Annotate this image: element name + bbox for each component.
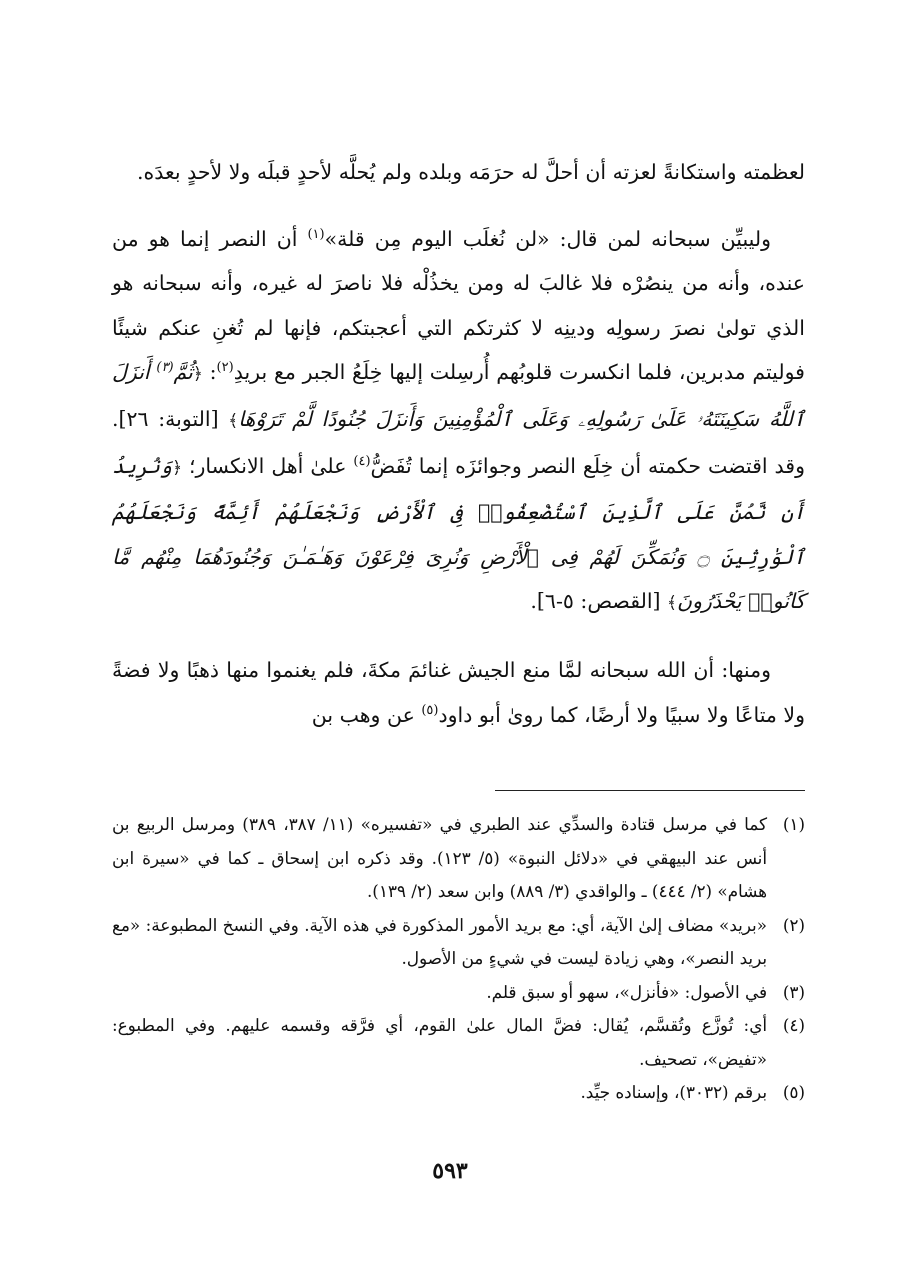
- quran-verse-tawbah-a: ثُمَّ: [173, 360, 193, 385]
- footnote-ref-1[interactable]: (١): [307, 226, 325, 242]
- quran-verse-tawbah-b: أَنزَلَ ٱللَّهُ سَكِينَتَهُۥ عَلَىٰ رَسُولِهِۦ وَعَلَى ٱلْمُؤْمِنِينَ وَأَنزَلَ جُنُودًا لَّمْ تَرَوْهَا: [112, 360, 805, 431]
- footnote-3: [112, 976, 805, 1010]
- page-number: ٥٩٣: [432, 1158, 468, 1184]
- main-text: [112, 150, 805, 737]
- footnote-4: [112, 1009, 805, 1076]
- footnote-text: كما في مرسل قتادة والسدِّي عند الطبري في «تفسيره» (١١/ ٣٨٧، ٣٨٩) ومرسل الربيع بن أنس عند البيهقي في «دلائل النبوة» (٥/ ١٢٣). وقد ذكره ابن إسحاق ـ كما في «سيرة ابن هشام» (٢/ ٤٤٤) ـ والواقدي (٣/ ٨٨٩) وابن سعد (٢/ ١٣٩).: [112, 814, 767, 901]
- footnote-5: [112, 1076, 805, 1110]
- footnote-ref-4[interactable]: (٤): [353, 453, 371, 469]
- quran-bracket-close-2: ﴾: [667, 593, 678, 614]
- footnote-number: (٥): [782, 1082, 805, 1102]
- footnote-separator: [495, 790, 805, 791]
- paragraph-3: [112, 648, 805, 737]
- paragraph-1: [112, 150, 805, 195]
- footnote-1: [112, 808, 805, 909]
- paragraph-1-text: لعظمته واستكانةً لعزته أن أحلَّ له حرَمَه وبلده ولم يُحلَّه لأحدٍ قبلَه ولا لأحدٍ بعدَه.: [136, 160, 805, 184]
- verse-reference-qasas: [القصص: ٥-٦].: [530, 589, 668, 614]
- quran-bracket-open: ﴿: [192, 364, 203, 385]
- footnote-number: (٢): [782, 914, 805, 935]
- paragraph-2-text-e: علىٰ أهل الانكسار؛: [182, 453, 354, 478]
- paragraph-2-colon: :: [202, 360, 217, 385]
- paragraph-3-text-b: عن وهب بن: [311, 702, 422, 727]
- footnote-2: [112, 909, 805, 976]
- footnote-number: (٣): [782, 981, 805, 1002]
- footnote-number: (١): [782, 814, 805, 834]
- footnotes: [112, 808, 805, 1110]
- quran-verse-qasas: وَنُرِيدُ أَن نَّمُنَّ عَلَى ٱلَّذِينَ ٱسْتُضْعِفُوا۟ فِى ٱلْأَرْضِ وَنَجْعَلَهُمْ أَئِمَّةً وَنَجْعَلَهُمُ ٱلْوَٰرِثِينَ ۝ وَنُمَكِّنَ لَهُمْ فِى ٱلْأَرْضِ وَنُرِىَ فِرْعَوْنَ وَهَـٰمَـٰنَ وَجُنُودَهُمَا مِنْهُم مَّا كَانُوا۟ يَحْذَرُونَ: [112, 453, 805, 614]
- paragraph-2-text-a: وليبيِّن سبحانه لمن قال: «لن نُغلَب اليوم مِن قلة»: [324, 226, 771, 251]
- footnote-number: (٤): [782, 1015, 805, 1035]
- paragraph-3-text-a: ومنها: أن الله سبحانه لمَّا منع الجيش غنائمَ مكةَ، فلم يغنموا منها ذهبًا ولا فضةً ولا متاعًا ولا سبيًا ولا أرضًا، كما روىٰ أبو داود: [112, 657, 805, 727]
- footnote-text: في الأصول: «فأنزل»، سهو أو سبق قلم.: [486, 981, 767, 1002]
- quran-bracket-open-2: ﴿: [172, 457, 183, 478]
- paragraph-2-text-b: أن النصر إنما هو من عنده، وأنه من ينصُرْه فلا غالبَ له ومن يخذُلْه فلا ناصرَ له غيره، وأنه سبحانه هو الذي تولىٰ نصرَ رسولِه ودينِه لا كثرتكم التي أعجبتكم، فإنها لم تُغنِ عنكم شيئًا فوليتم مدبرين، فلما انكسرت قلوبُهم أُرسِلت إليها خِلَعُ الجبر مع بريدِ: [112, 226, 805, 385]
- footnote-text: برقم (٣٠٣٢)، وإسناده جيِّد.: [580, 1082, 767, 1102]
- footnote-text: «بريد» مضاف إلىٰ الآية، أي: مع بريد الأمور المذكورة في هذه الآية. وفي النسخ المطبوعة: «مع بريد النصر»، وهي زيادة ليست في شيءٍ من الأصول.: [112, 914, 767, 968]
- footnote-ref-2[interactable]: (٢): [216, 360, 234, 376]
- quran-bracket-close: ﴾: [228, 410, 239, 431]
- paragraph-2: [112, 217, 805, 626]
- footnote-text: أي: تُوزَّع وتُقسَّم، يُقال: فضَّ المال علىٰ القوم، أي فرَّقه وقسمه عليهم. وفي المطبوع: «تفيض»، تصحيف.: [112, 1015, 767, 1069]
- footnote-ref-5[interactable]: (٥): [421, 702, 439, 718]
- paragraph-2-text-d: وقد اقتضت حكمته أن خِلَع النصر وجوائزَه إنما تُفَضُّ: [370, 453, 805, 478]
- footnote-ref-3[interactable]: (٣): [156, 360, 174, 376]
- verse-reference-tawbah: [التوبة: ٢٦].: [112, 406, 229, 431]
